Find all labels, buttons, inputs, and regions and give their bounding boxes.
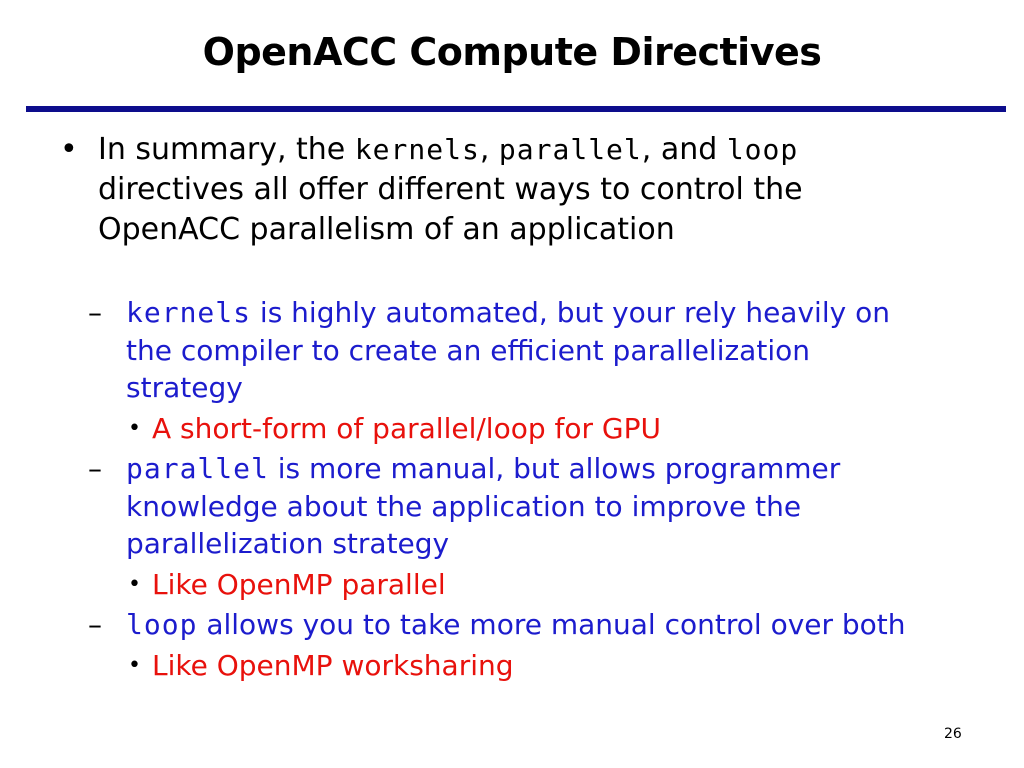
code-parallel: parallel [498,133,642,166]
summary-sep-2: , and [641,132,727,167]
kernels-text-1: is highly automated, but your rely heavily on [251,296,890,329]
code-kernels: kernels [354,133,480,166]
sub-bullet-marker: • [128,653,141,678]
slide-title: OpenACC Compute Directives [202,30,822,74]
kernels-line-2: the compiler to create an efficient parallelization [126,334,810,367]
summary-line-2: directives all offer different ways to control the [98,172,803,207]
parallel-line-2: knowledge about the application to improve the [126,490,802,523]
loop-line-1 [126,608,906,641]
kernels-line-3: strategy [126,371,243,404]
summary-sep-1: , [479,132,499,167]
sub-bullet-marker: • [128,416,141,441]
dash-marker: – [88,608,102,641]
loop-text-1: allows you to take more manual control over both [197,608,906,641]
summary-line-1 [98,132,798,167]
kernels-sub: A short-form of parallel/loop for GPU [152,412,661,445]
sub-bullet-marker: • [128,572,141,597]
parallel-text-1: is more manual, but allows programmer [268,452,841,485]
parallel-line-1 [126,452,840,485]
bullet-marker: • [60,132,78,167]
title-divider [26,106,1006,112]
parallel-sub: Like OpenMP parallel [152,568,446,601]
dash-marker: – [88,452,102,485]
loop-sub: Like OpenMP worksharing [152,649,514,682]
page-number: 26 [944,726,962,742]
code-kernels: kernels [126,296,252,329]
summary-line-3: OpenACC parallelism of an application [98,212,675,247]
summary-prefix: In summary, the [98,132,355,167]
dash-marker: – [88,296,102,329]
code-loop: loop [726,133,799,166]
kernels-line-1 [126,296,890,329]
code-parallel: parallel [126,452,269,485]
parallel-line-3: parallelization strategy [126,527,450,560]
code-loop: loop [126,608,198,641]
